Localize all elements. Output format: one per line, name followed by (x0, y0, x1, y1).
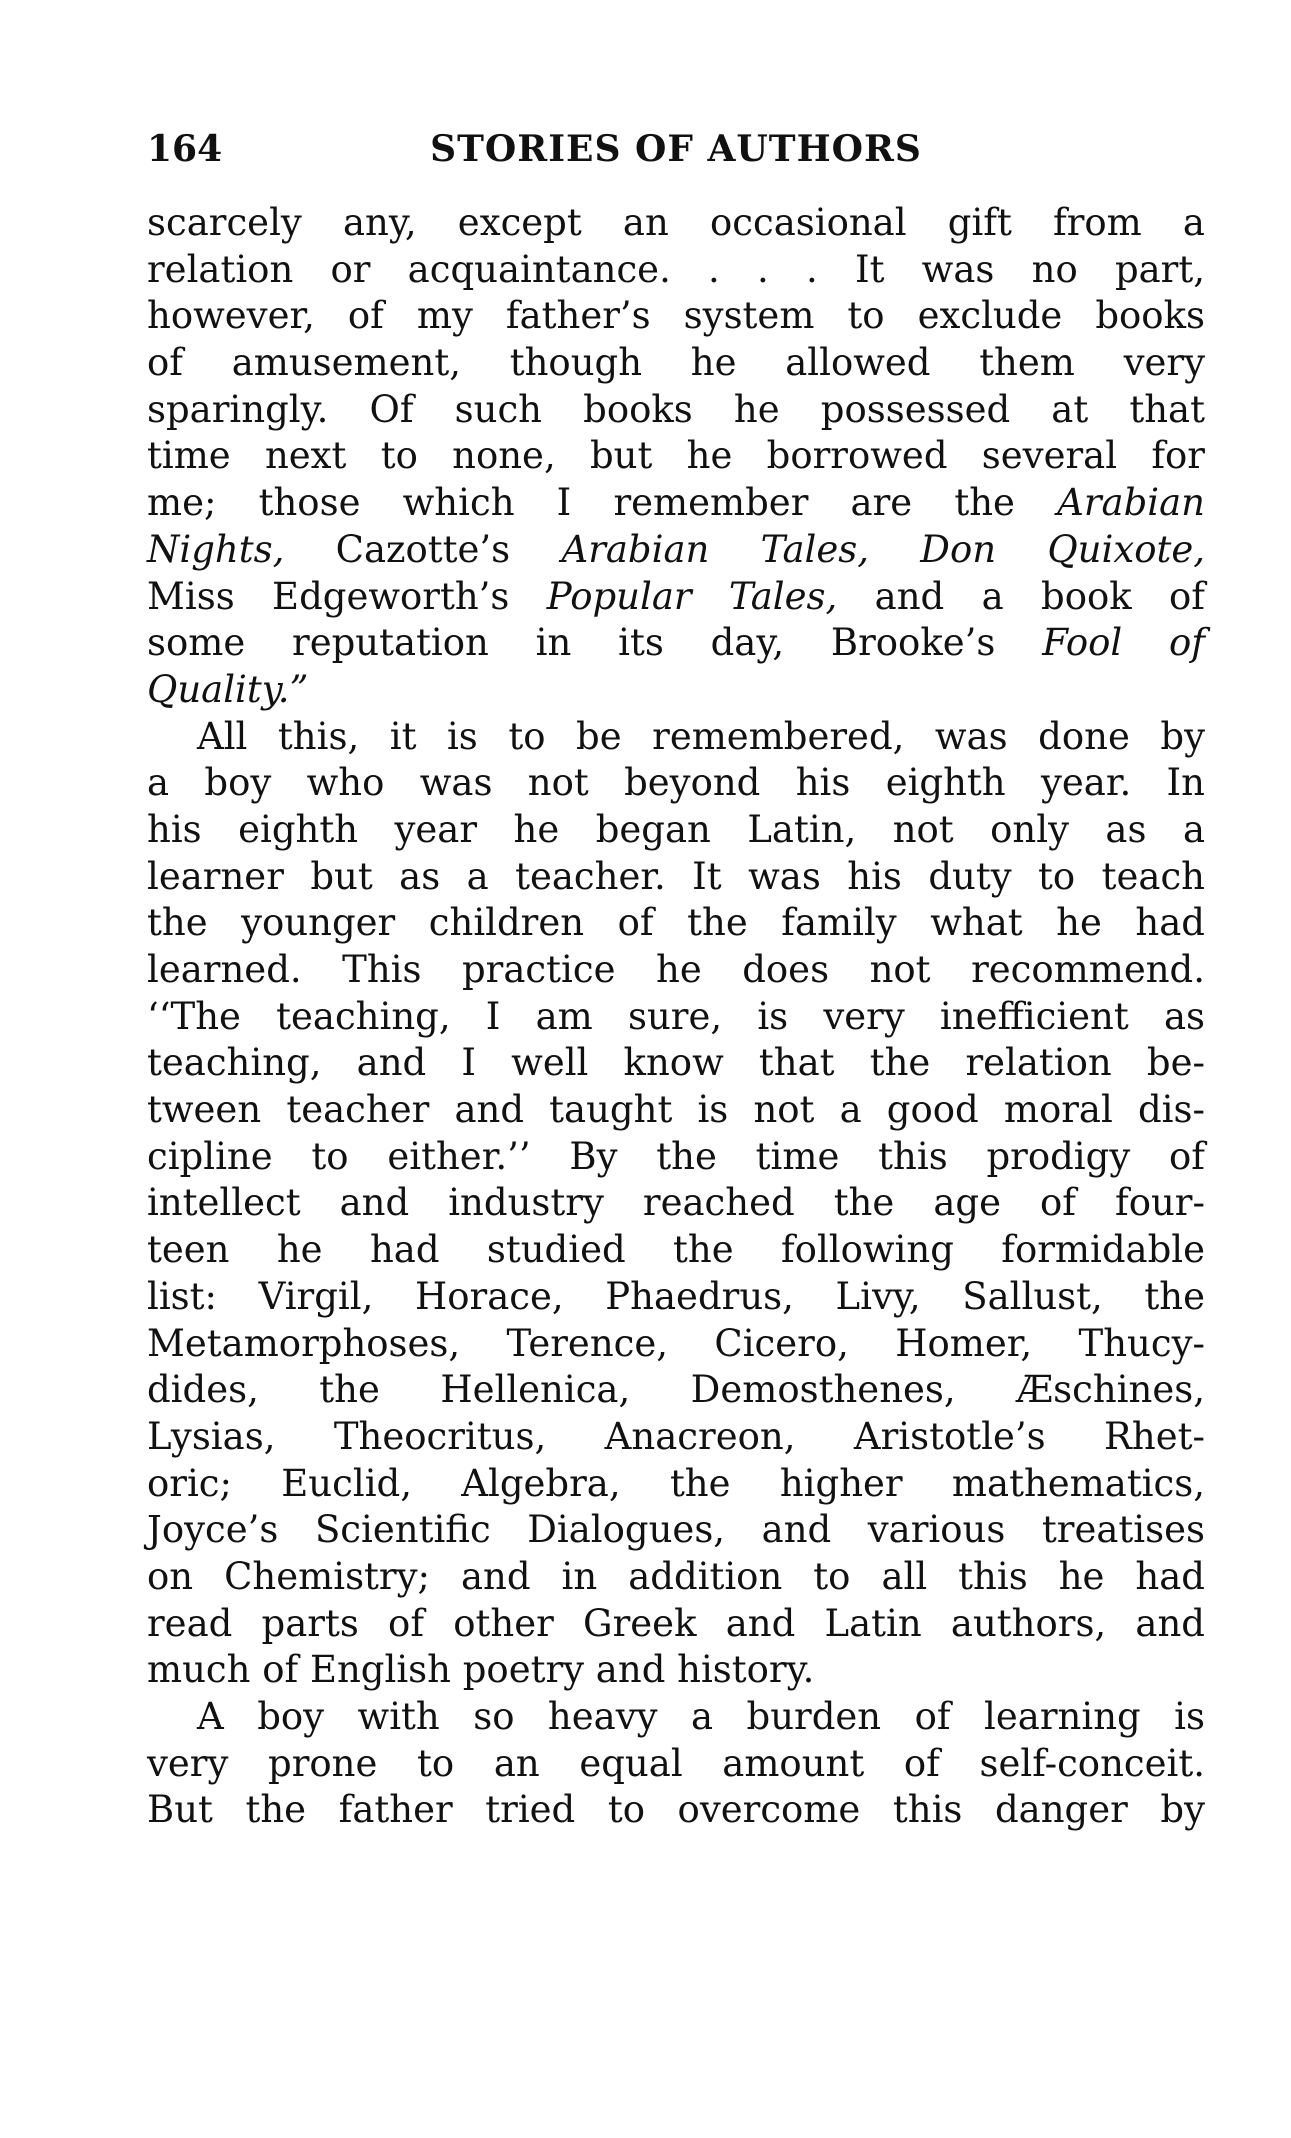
text-line (147, 1414, 1205, 1461)
text-line (147, 1321, 1205, 1368)
italic-title-text: Popular Tales, (546, 574, 838, 618)
text-line (147, 807, 1205, 854)
text-segment: sparingly. Of such books he possessed at that (147, 387, 1205, 431)
text-line (147, 947, 1205, 994)
text-segment: Cazotte’s (284, 527, 562, 571)
text-line (147, 1180, 1205, 1227)
text-segment: tween teacher and taught is not a good moral dis- (147, 1088, 1205, 1132)
text-line (147, 667, 1205, 714)
text-segment: learned. This practice he does not recommend. (147, 948, 1205, 991)
text-line (147, 1741, 1205, 1788)
italic-title-text: Arabian (1057, 481, 1205, 525)
text-line (147, 247, 1205, 294)
text-line (147, 1694, 1205, 1741)
text-segment: ‘‘The teaching, I am sure, is very inefficient as (147, 994, 1205, 1038)
page-body-text (147, 200, 1205, 1834)
text-line (147, 1040, 1205, 1087)
text-segment: much of English poetry and history. (147, 1648, 815, 1692)
text-segment: read parts of other Greek and Latin authors, and (147, 1601, 1205, 1645)
text-segment: intellect and industry reached the age of four- (147, 1181, 1205, 1225)
text-segment: Miss Edgeworth’s (147, 574, 547, 618)
text-line (147, 760, 1205, 807)
text-segment: cipline to either.’’ By the time this prodigy of (147, 1134, 1205, 1178)
text-segment: relation or acquaintance. . . . It was no part, (147, 247, 1205, 291)
text-segment: very prone to an equal amount of self-conceit. (147, 1741, 1205, 1785)
text-segment: the younger children of the family what he had (147, 901, 1205, 945)
text-segment: me; those which I remember are the (147, 481, 1058, 525)
text-segment: teaching, and I well know that the relation be- (147, 1041, 1205, 1085)
text-line (147, 1554, 1205, 1601)
text-segment: of amusement, though he allowed them very (147, 341, 1205, 385)
text-line (147, 1461, 1205, 1508)
text-segment: a boy who was not beyond his eighth year. In (147, 761, 1205, 805)
text-segment: Metamorphoses, Terence, Cicero, Homer, Thucy- (147, 1321, 1205, 1365)
text-line (147, 200, 1205, 247)
text-segment: teen he had studied the following formidable (147, 1228, 1205, 1272)
italic-title-text: Arabian Tales, Don Quixote, (561, 527, 1206, 571)
text-segment: list: Virgil, Horace, Phaedrus, Livy, Sallust, the (147, 1274, 1205, 1318)
text-segment: his eighth year he began Latin, not only as a (147, 807, 1205, 851)
text-segment: Joyce’s Scientific Dialogues, and various treatises (147, 1508, 1205, 1552)
text-segment: some reputation in its day, Brooke’s (147, 621, 1043, 665)
text-line (147, 1367, 1205, 1414)
text-segment: All this, it is to be remembered, was done by (197, 714, 1205, 758)
text-segment: dides, the Hellenica, Demosthenes, Æschines, (147, 1368, 1205, 1412)
text-line (147, 1087, 1205, 1134)
text-line (147, 1647, 1205, 1694)
text-segment: learner but as a teacher. It was his duty to teach (147, 854, 1205, 898)
text-line (147, 1507, 1205, 1554)
text-segment: however, of my father’s system to exclude books (147, 294, 1205, 338)
text-line (147, 433, 1205, 480)
text-line (147, 1787, 1205, 1834)
text-line (147, 900, 1205, 947)
text-line (147, 1227, 1205, 1274)
text-segment: scarcely any, except an occasional gift from a (147, 201, 1205, 244)
running-title: STORIES OF AUTHORS (430, 128, 922, 170)
text-line (147, 387, 1205, 434)
text-line (147, 1601, 1205, 1648)
text-segment: But the father tried to overcome this danger by (147, 1788, 1205, 1832)
page-header (147, 128, 1205, 178)
page-number: 164 (147, 128, 223, 170)
italic-title-text: Quality.” (147, 667, 309, 711)
italic-title-text: Nights, (147, 527, 285, 571)
text-line (147, 1134, 1205, 1181)
text-line (147, 1274, 1205, 1321)
text-line (147, 854, 1205, 901)
text-segment: time next to none, but he borrowed several for (147, 434, 1205, 478)
text-line (147, 340, 1205, 387)
text-line (147, 480, 1205, 527)
text-line (147, 994, 1205, 1041)
text-segment: A boy with so heavy a burden of learning is (197, 1695, 1205, 1738)
text-line (147, 574, 1205, 621)
text-line (147, 714, 1205, 761)
text-segment: and a book of (837, 574, 1206, 618)
text-segment: oric; Euclid, Algebra, the higher mathematics, (147, 1461, 1205, 1505)
text-line (147, 620, 1205, 667)
italic-title-text: Fool of (1042, 621, 1206, 665)
text-segment: on Chemistry; and in addition to all this he had (147, 1554, 1205, 1598)
text-line (147, 293, 1205, 340)
text-line (147, 527, 1205, 574)
text-segment: Lysias, Theocritus, Anacreon, Aristotle’s Rhet- (147, 1414, 1205, 1458)
